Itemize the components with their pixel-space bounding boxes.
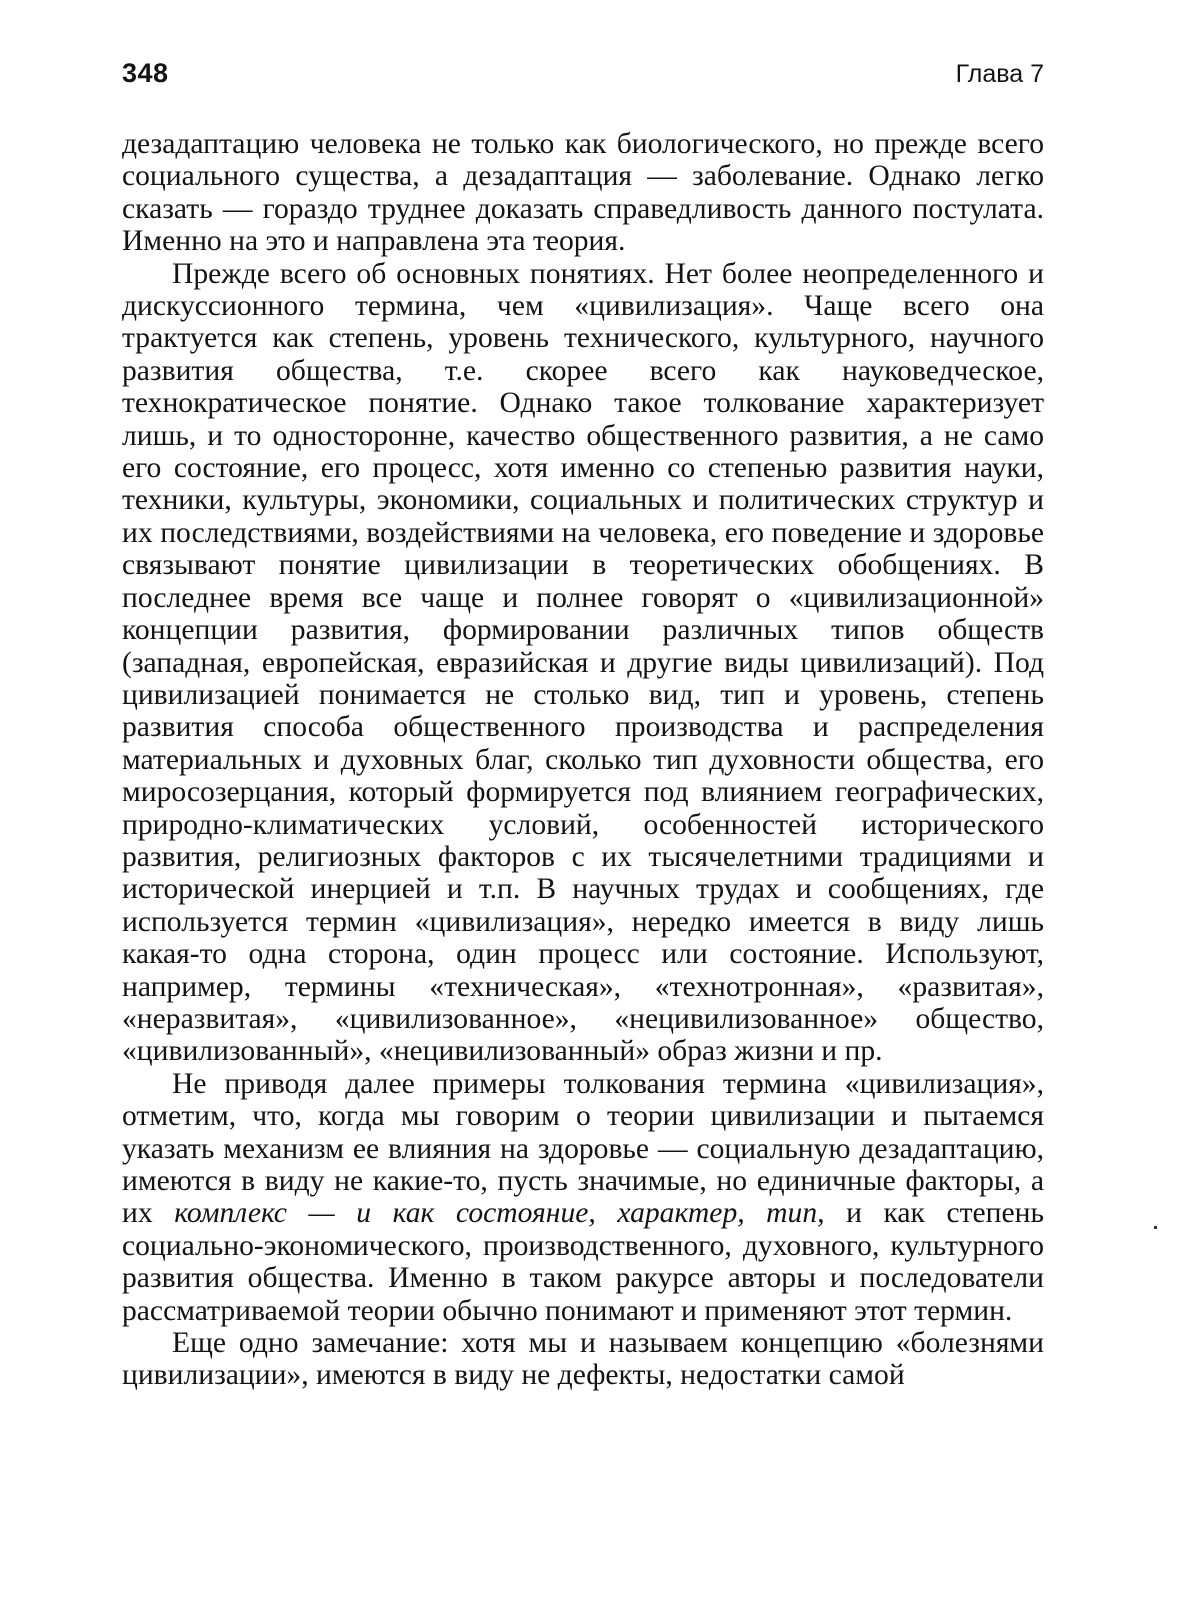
body-text [122, 128, 1044, 1392]
italic-emphasis: комплекс — и как состояние, характер, тип, [174, 1197, 825, 1230]
paragraph-text: Не приводя далее примеры толкования термина «цивилизация», отметим, что, когда мы говорим о теории цивилизации и пытаемся указать механизм ее влияния на здоровье — социальную дезадаптацию, имеются в виду не какие-то, пусть значимые, но единичные факторы, а их [122, 1067, 1044, 1230]
chapter-label: Глава 7 [955, 60, 1044, 88]
paragraph-one-more-remark [122, 1327, 1044, 1392]
page-number: 348 [122, 58, 169, 88]
running-head [122, 58, 1044, 98]
paragraph-text: Прежде всего об основных понятиях. Нет более неопределенного и дискуссионного термина, чем «цивилизация». Чаще всего она трактуется как степень, уровень технического, культурного, научного развития общества, т.е. скорее всего как науковедческое, технократическое понятие. Однако такое толкование характеризует лишь, и то односторонне, качество общественного развития, а не само его состояние, его процесс, хотя именно со степенью развития науки, техники, культуры, экономики, социальных и политических структур и их последствиями, воздействиями на человека, его поведение и здоровье связывают понятие цивилизации в теоретических обобщениях. В последнее время все чаще и полнее говорят о «цивилизационной» концепции развития, формировании различных типов обществ (западная, европейская, евразийская и другие виды цивилизаций). Под цивилизацией понимается не столько вид, тип и уровень, степень развития способа общественного производства и распределения материальных и духовных благ, сколько тип духовности общества, его миросозерцания, который формируется под влиянием географических, природно-климатических условий, особенностей исторического развития, религиозных факторов с их тысячелетними традициями и исторической инерцией и т.п. В научных трудах и сообщениях, где используется термин «цивилизация», нередко имеется в виду лишь какая-то одна сторона, один процесс или состояние. Используют, например, термины «техническая», «технотронная», «развитая», «неразвитая», «цивилизованное», «нецивилизованное» общество, «цивилизованный», «нецивилизованный» образ жизни и пр. [122, 257, 1044, 1068]
paragraph-continuation [122, 128, 1044, 258]
scan-speck [1154, 1226, 1157, 1229]
paragraph-civilization-term [122, 258, 1044, 1068]
paragraph-text: Еще одно замечание: хотя мы и называем концепцию «болезнями цивилизации», имеются в виду не дефекты, недостатки самой [122, 1327, 1044, 1392]
paragraph-text: и как степень социально-экономического, производственного, духовного, культурного развития общества. Именно в таком ракурсе авторы и последователи рассматриваемой теории обычно понимают и применяют этот термин. [122, 1197, 1044, 1327]
paragraph-theory-mechanism [122, 1068, 1044, 1327]
paragraph-text: дезадаптацию человека не только как биологического, но прежде всего социального существа, а дезадаптация — заболевание. Однако легко сказать — гораздо труднее доказать справедливость данного постулата. Именно на это и направлена эта теория. [122, 128, 1044, 258]
